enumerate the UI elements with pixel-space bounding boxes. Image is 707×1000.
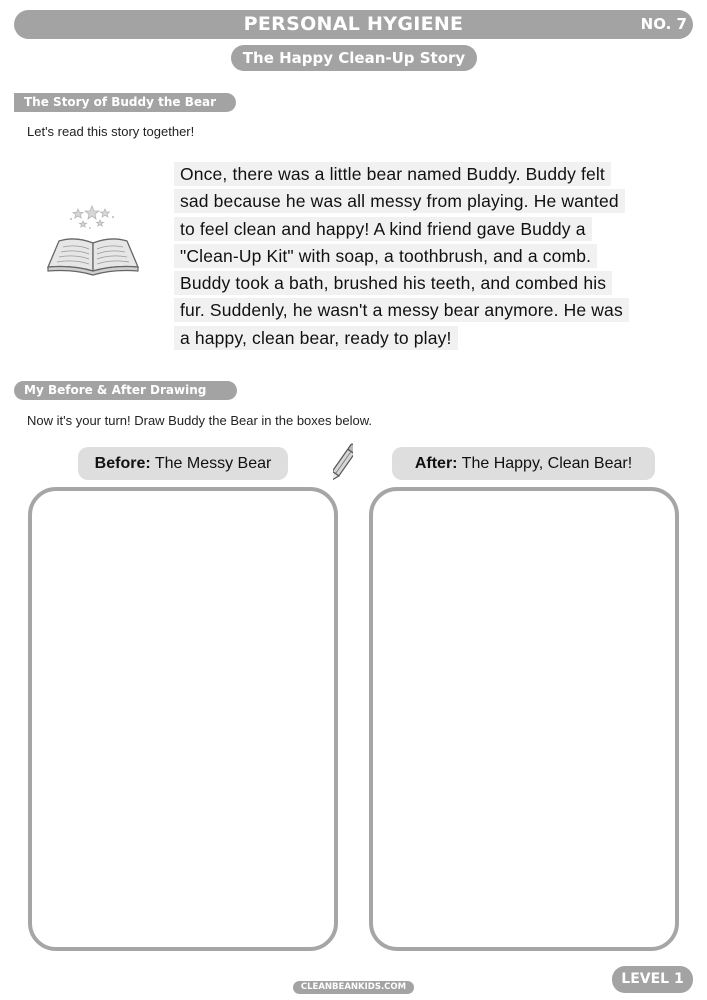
worksheet-subtitle: The Happy Clean-Up Story [231, 45, 477, 71]
story-line: "Clean-Up Kit" with soap, a toothbrush, and a comb. [174, 244, 597, 268]
story-line: Buddy took a bath, brushed his teeth, and combed his [174, 271, 612, 295]
after-label-text: The Happy, Clean Bear! [457, 455, 633, 472]
story-line: fur. Suddenly, he wasn't a messy bear anymore. He was [174, 298, 629, 322]
level-badge: LEVEL 1 [612, 966, 693, 993]
story-line: a happy, clean bear, ready to play! [174, 326, 458, 350]
story-text [174, 161, 679, 352]
before-label-text: The Messy Bear [150, 455, 272, 472]
open-book-with-stars-icon [45, 203, 141, 277]
pencil-icon [333, 440, 353, 487]
before-label-bold: Before: [94, 455, 151, 472]
story-instruction: Let's read this story together! [27, 124, 195, 139]
after-label-bold: After: [414, 455, 458, 472]
after-drawing-box[interactable] [369, 487, 679, 951]
story-section-heading: The Story of Buddy the Bear [14, 93, 236, 112]
drawing-section-heading: My Before & After Drawing [14, 381, 237, 400]
before-label [78, 447, 288, 480]
before-drawing-box[interactable] [28, 487, 338, 951]
after-label [392, 447, 655, 480]
story-line: sad because he was all messy from playing. He wanted [174, 189, 625, 213]
worksheet-number: NO. 7 [640, 15, 687, 33]
footer-website: CLEANBEANKIDS.COM [293, 981, 414, 994]
drawing-instruction: Now it's your turn! Draw Buddy the Bear in the boxes below. [27, 413, 372, 428]
story-line: to feel clean and happy! A kind friend gave Buddy a [174, 217, 592, 241]
story-line: Once, there was a little bear named Buddy. Buddy felt [174, 162, 611, 186]
page-title: PERSONAL HYGIENE [243, 13, 464, 35]
